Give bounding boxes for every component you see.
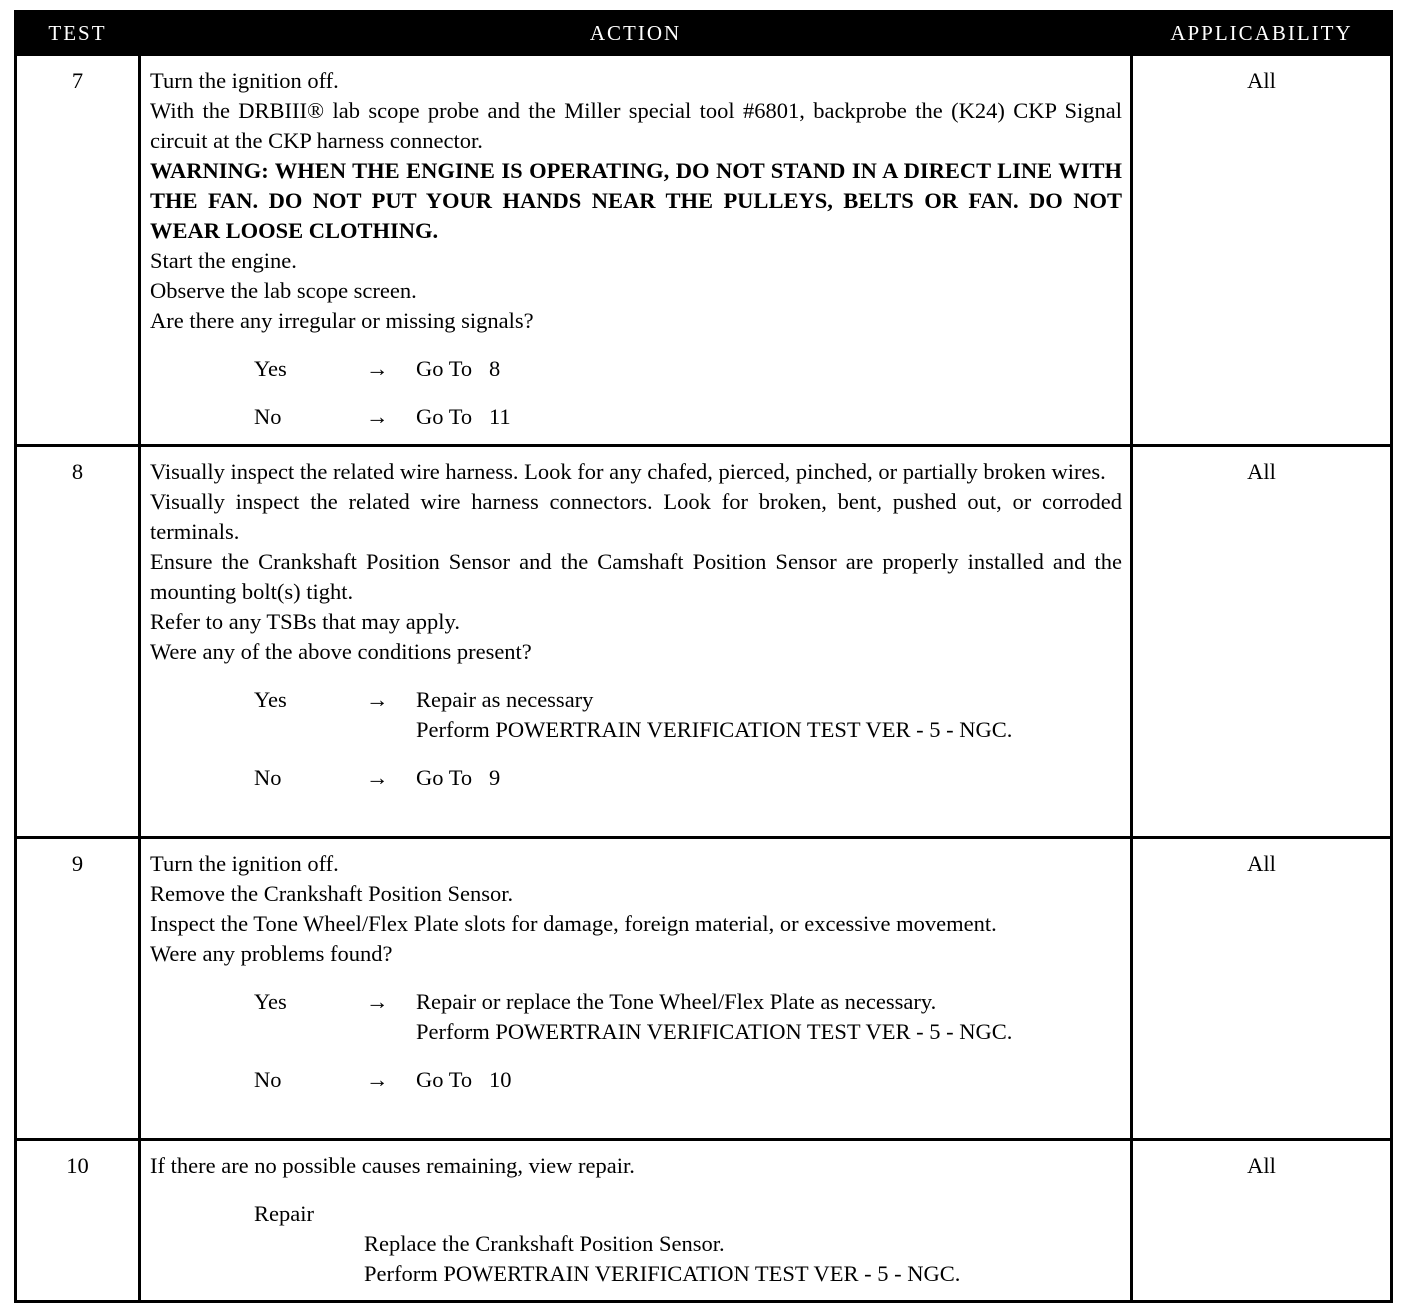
applicability: All <box>1132 55 1392 446</box>
action-text: Go To 9 <box>416 765 501 790</box>
arrow-icon: → <box>366 765 389 790</box>
repair-steps <box>150 1229 1122 1289</box>
action-line: Observe the lab scope screen. <box>150 278 417 303</box>
arrow-icon: → <box>366 1067 389 1092</box>
action-line: Are there any irregular or missing signals? <box>150 308 534 333</box>
action-text: Perform POWERTRAIN VERIFICATION TEST VER - 5 - NGC. <box>416 1019 1013 1044</box>
test-number: 8 <box>16 446 140 838</box>
action-text: Go To 11 <box>416 404 511 429</box>
test-number: 10 <box>16 1140 140 1302</box>
action-cell <box>140 1140 1132 1302</box>
action-cell <box>140 55 1132 446</box>
yes-action <box>416 987 1122 1047</box>
action-text: Repair as necessary <box>416 687 594 712</box>
no-response <box>150 763 1122 793</box>
diagnostic-test-table <box>14 10 1390 1304</box>
no-label: No <box>254 765 282 790</box>
yes-action <box>416 354 1122 384</box>
action-line: Start the engine. <box>150 248 297 273</box>
repair-step: Perform POWERTRAIN VERIFICATION TEST VER - 5 - NGC. <box>364 1261 961 1286</box>
yes-label: Yes <box>254 989 287 1014</box>
action-line: Were any problems found? <box>150 941 393 966</box>
yes-label: Yes <box>254 356 287 381</box>
no-response <box>150 1065 1122 1095</box>
arrow-icon: → <box>366 989 389 1014</box>
action-line: Turn the ignition off. <box>150 68 339 93</box>
no-action <box>416 402 1122 432</box>
yes-action <box>416 685 1122 745</box>
no-label: No <box>254 404 282 429</box>
action-text: Go To 8 <box>416 356 501 381</box>
action-line: Ensure the Crankshaft Position Sensor and the Camshaft Position Sensor are properly installed and the mounting bolt(s) tight. <box>150 549 1122 604</box>
applicability: All <box>1132 1140 1392 1302</box>
repair-label: Repair <box>254 1201 314 1226</box>
yes-response <box>150 354 1122 384</box>
action-line: Visually inspect the related wire harness connectors. Look for broken, bent, pushed out, or corroded terminals. <box>150 489 1122 544</box>
action-line: Inspect the Tone Wheel/Flex Plate slots for damage, foreign material, or excessive movement. <box>150 911 997 936</box>
applicability: All <box>1132 446 1392 838</box>
action-text: Repair or replace the Tone Wheel/Flex Plate as necessary. <box>416 989 937 1014</box>
table-row <box>16 1140 1392 1302</box>
table-row <box>16 838 1392 1140</box>
table-row <box>16 446 1392 838</box>
action-cell <box>140 446 1132 838</box>
no-action <box>416 763 1122 793</box>
action-cell <box>140 838 1132 1140</box>
no-action <box>416 1065 1122 1095</box>
header-row <box>16 12 1392 55</box>
action-line: With the DRBIII® lab scope probe and the Miller special tool #6801, backprobe the (K24) CKP Signal circuit at the CKP harness connector. <box>150 98 1122 153</box>
action-text: Perform POWERTRAIN VERIFICATION TEST VER - 5 - NGC. <box>416 717 1013 742</box>
repair-step: Replace the Crankshaft Position Sensor. <box>364 1231 725 1256</box>
test-number: 9 <box>16 838 140 1140</box>
arrow-icon: → <box>366 356 389 381</box>
arrow-icon: → <box>366 404 389 429</box>
header-test: TEST <box>16 12 140 55</box>
table-row <box>16 55 1392 446</box>
action-line: Remove the Crankshaft Position Sensor. <box>150 881 514 906</box>
header-applicability: APPLICABILITY <box>1132 12 1392 55</box>
action-line: If there are no possible causes remaining, view repair. <box>150 1153 635 1178</box>
yes-response <box>150 685 1122 745</box>
action-line: Turn the ignition off. <box>150 851 339 876</box>
no-label: No <box>254 1067 282 1092</box>
action-line: Refer to any TSBs that may apply. <box>150 609 460 634</box>
yes-response <box>150 987 1122 1047</box>
applicability: All <box>1132 838 1392 1140</box>
no-response <box>150 402 1122 432</box>
action-line: Were any of the above conditions present? <box>150 639 532 664</box>
test-number: 7 <box>16 55 140 446</box>
warning-text: WARNING: WHEN THE ENGINE IS OPERATING, DO NOT STAND IN A DIRECT LINE WITH THE FAN. DO NOT PUT YOUR HANDS NEAR THE PULLEYS, BELTS OR FAN. DO NOT WEAR LOOSE CLOTHING. <box>150 158 1122 243</box>
header-action: ACTION <box>140 12 1132 55</box>
action-text: Go To 10 <box>416 1067 512 1092</box>
yes-label: Yes <box>254 687 287 712</box>
action-line: Visually inspect the related wire harness. Look for any chafed, pierced, pinched, or partially broken wires. <box>150 459 1106 484</box>
test-table <box>14 10 1393 1303</box>
arrow-icon: → <box>366 687 389 712</box>
